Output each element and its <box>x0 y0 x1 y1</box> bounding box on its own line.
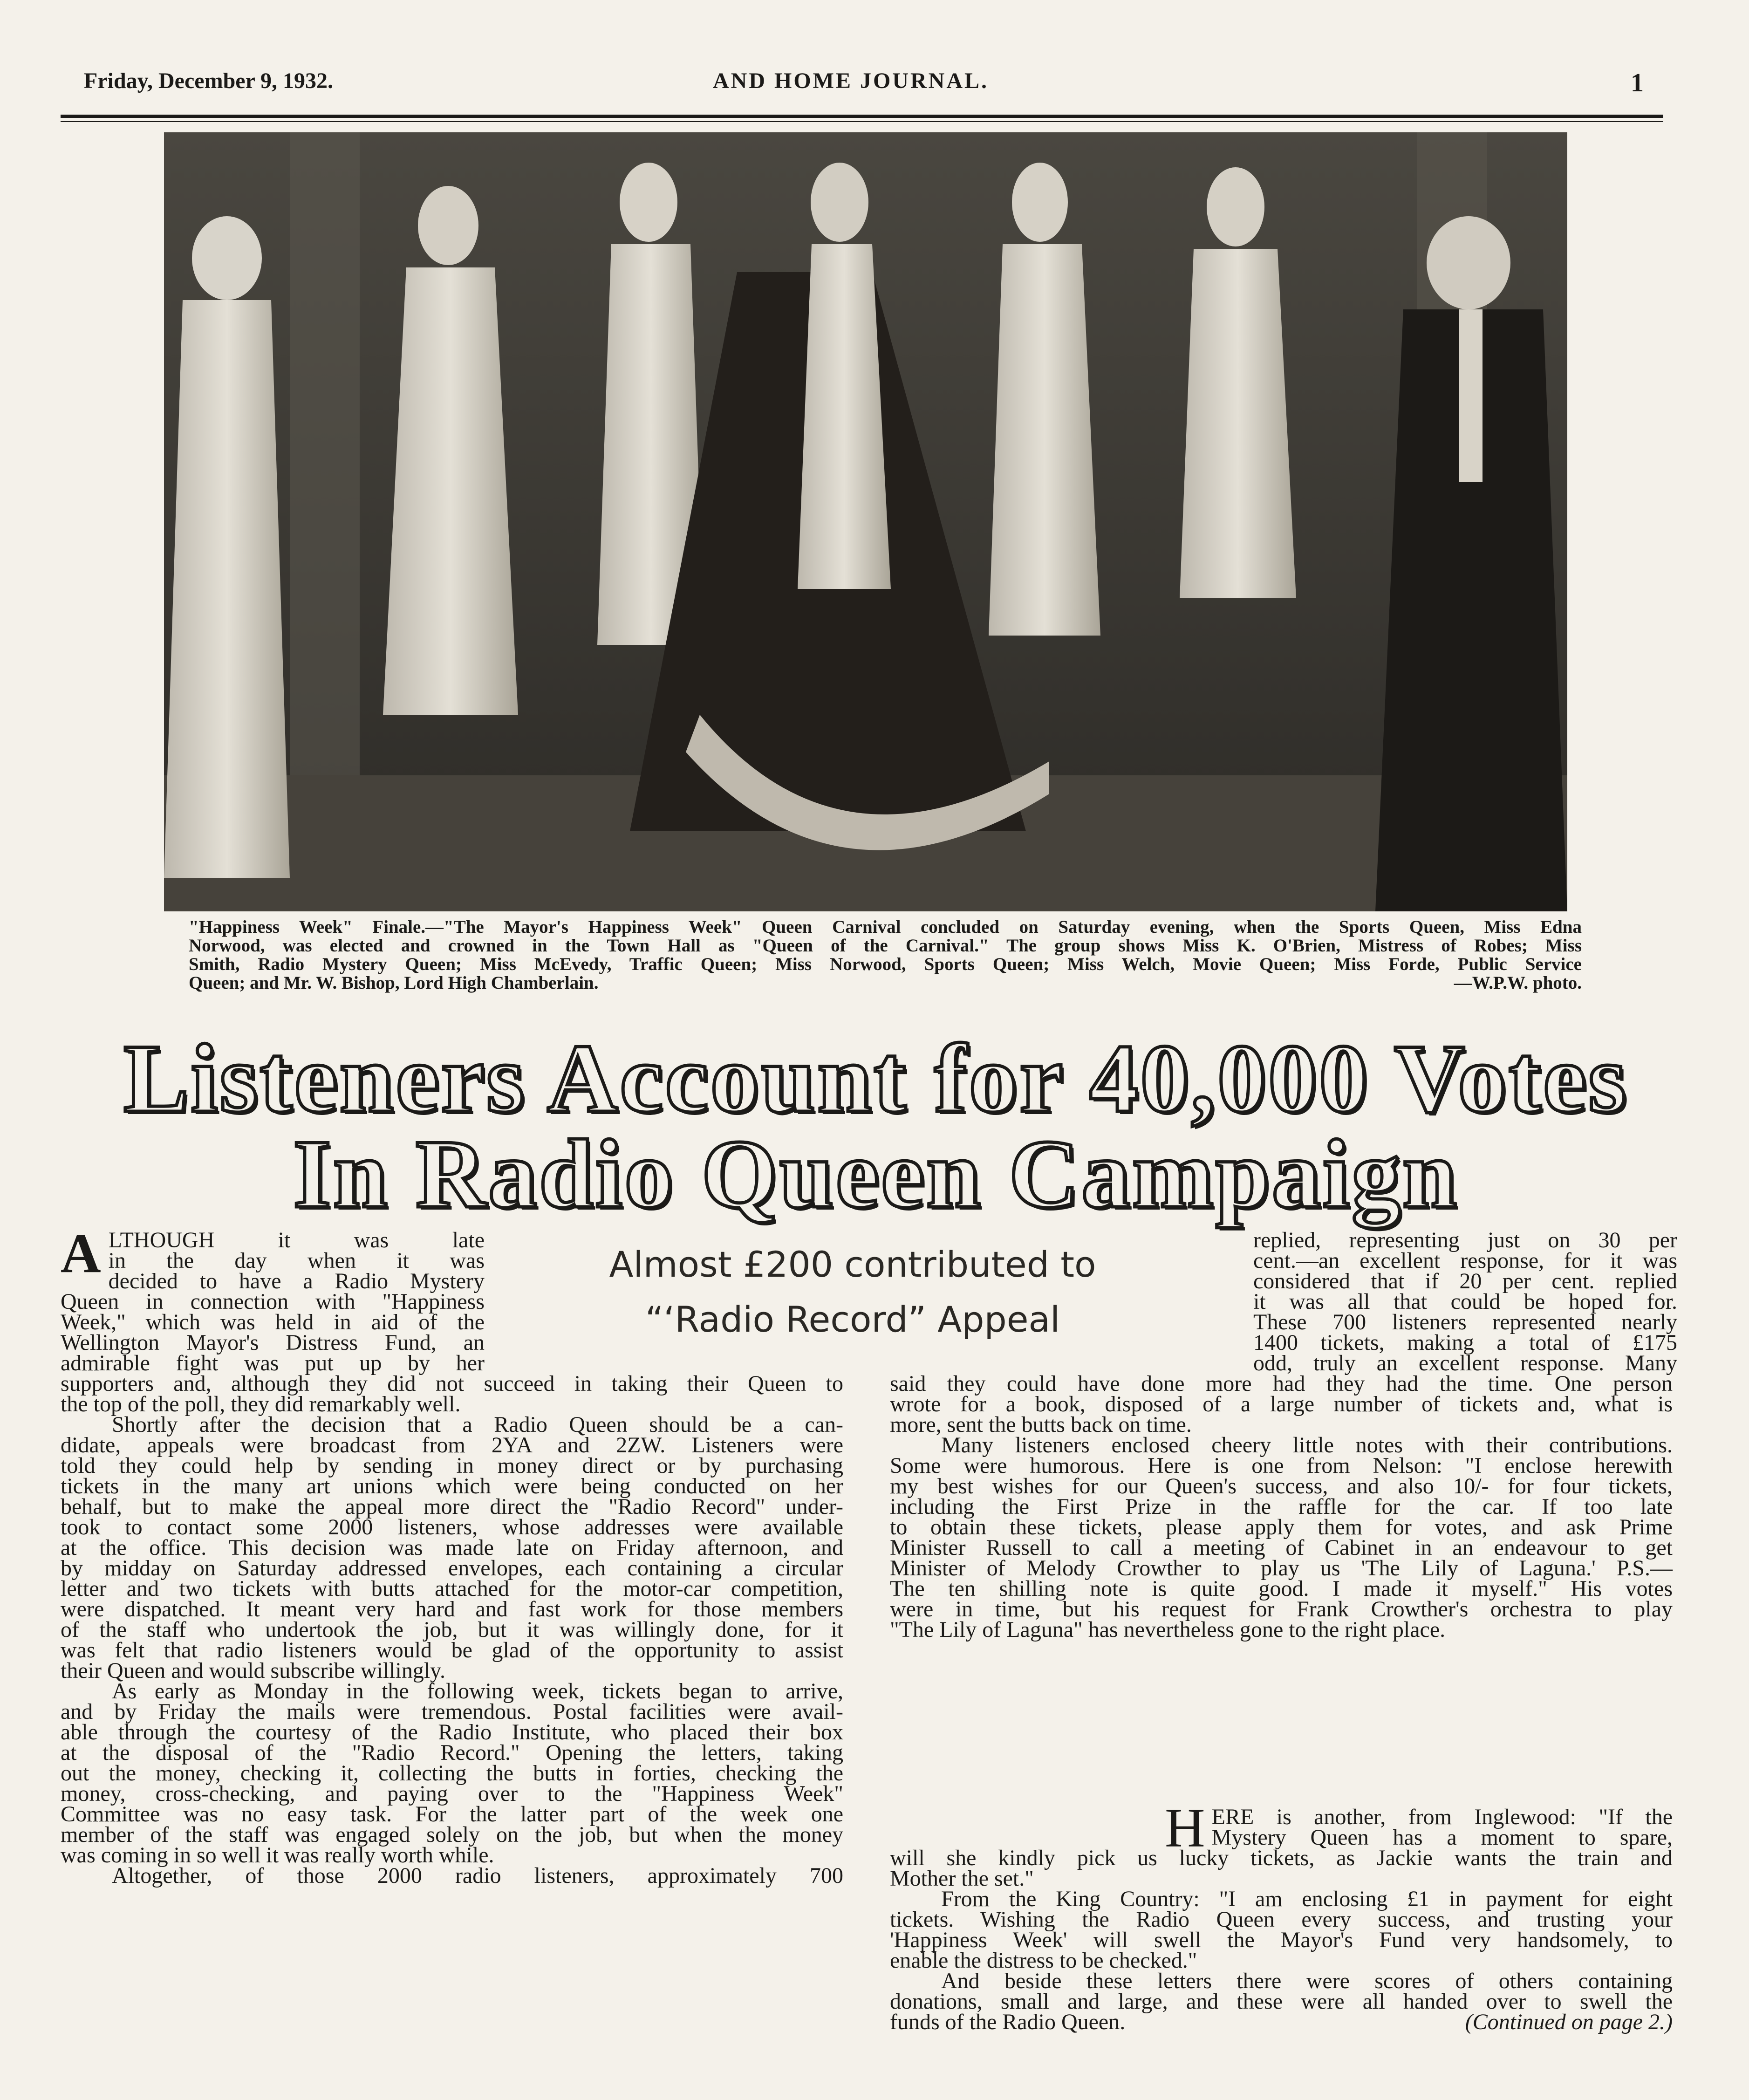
article-inglewood-intro <box>1165 1797 1673 1859</box>
text-line: 'Happiness Week' will swell the Mayor's Fund very handsomely, to <box>890 1928 1673 1952</box>
masthead-rule-thin <box>61 121 1663 122</box>
text-line: ERE is another, from Inglewood: "If the <box>1211 1805 1673 1829</box>
text-line: wrote for a book, disposed of a large number of tickets and, what is <box>890 1392 1673 1416</box>
text-line: 1400 tickets, making a total of £175 <box>1253 1330 1677 1355</box>
text-line: As early as Monday in the following week, tickets began to arrive, <box>112 1679 843 1703</box>
article-intro <box>61 1222 485 1375</box>
headline-line-1: Listeners Account for 40,000 Votes <box>123 1025 1628 1133</box>
text-line-last <box>890 2012 1673 2032</box>
article-col1-body <box>61 1371 843 1888</box>
text-line: Mother the set." <box>890 1866 1034 1891</box>
text-line: Mystery Queen has a moment to spare, <box>1211 1825 1673 1850</box>
text-fragment: funds of the Radio Queen. <box>890 2010 1126 2034</box>
caption-line: Queen; and Mr. W. Bishop, Lord High Chamberlain. <box>189 973 599 993</box>
subheadline-line-2: “‘Radio Record” Appeal <box>645 1299 1060 1340</box>
subheadline <box>550 1237 1155 1347</box>
text-line: letter and two tickets with butts attached for the motor-car competition, <box>61 1576 843 1601</box>
text-line: These 700 listeners represented nearly <box>1253 1310 1677 1334</box>
text-line: odd, truly an excellent response. Many <box>1253 1351 1677 1375</box>
text-line: Queen in connection with "Happiness <box>61 1289 485 1314</box>
text-line: of the staff who undertook the job, but it was willingly done, for it <box>61 1617 843 1642</box>
text-line: Wellington Mayor's Distress Fund, an <box>61 1330 485 1355</box>
figure-lord-high-chamberlain <box>1375 216 1567 911</box>
text-line: Shortly after the decision that a Radio Queen should be a can- <box>112 1412 843 1437</box>
text-line: Minister Russell to call a meeting of Cabinet in an endeavour to get <box>890 1535 1673 1560</box>
drop-cap-h: H <box>1165 1797 1205 1859</box>
text-line: more, sent the butts back on time. <box>890 1412 1192 1437</box>
text-line: was felt that radio listeners would be glad of the opportunity to assist <box>61 1638 843 1662</box>
text-line: the top of the poll, they did remarkably well. <box>61 1392 461 1416</box>
group-photograph <box>164 132 1567 911</box>
text-line: "The Lily of Laguna" has nevertheless gone to the right place. <box>890 1617 1446 1642</box>
masthead-journal-title: AND HOME JOURNAL. <box>713 68 989 93</box>
text-line: at the office. This decision was made late on Friday afternoon, and <box>61 1535 843 1560</box>
caption-line: Norwood, was elected and crowned in the Town Hall as "Queen of the Carnival." The group shows Miss K. O'Brien, Mistress of Robes; Miss <box>189 936 1582 956</box>
photo-credit: —W.P.W. photo. <box>1454 973 1582 993</box>
headline-line-2: In Radio Queen Campaign <box>293 1120 1459 1228</box>
text-line: didate, appeals were broadcast from 2YA and 2ZW. Listeners were <box>61 1433 843 1457</box>
article-col2-body <box>890 1371 1673 1642</box>
figure-mistress-of-robes <box>164 216 290 878</box>
text-line: The ten shilling note is quite good. I made it myself." His votes <box>890 1576 1673 1601</box>
text-line: member of the staff was engaged solely on the job, but when the money <box>61 1822 843 1847</box>
caption-line: "Happiness Week" Finale.—"The Mayor's Happiness Week" Queen Carnival concluded on Saturday evening, when the Sports Queen, Miss Edna <box>189 917 1582 937</box>
text-line: admirable fight was put up by her <box>61 1351 485 1375</box>
text-line: was coming in so well it was really worth while. <box>61 1843 494 1867</box>
text-line: by midday on Saturday addressed envelopes, each containing a circular <box>61 1556 843 1580</box>
subheadline-line-1: Almost £200 contributed to <box>609 1244 1096 1285</box>
continued-link[interactable]: (Continued on page 2.) <box>1465 2010 1673 2034</box>
article-col2-intro <box>1253 1230 1677 1374</box>
text-line: were in time, but his request for Frank Crowther's orchestra to play <box>890 1597 1673 1621</box>
text-line: and by Friday the mails were tremendous. Postal facilities were avail- <box>61 1699 843 1724</box>
text-line: decided to have a Radio Mystery <box>108 1269 485 1293</box>
text-line: donations, small and large, and these were all handed over to swell the <box>890 1989 1673 2014</box>
text-line: including the First Prize in the raffle for the car. If too late <box>890 1494 1673 1519</box>
text-line: considered that if 20 per cent. replied <box>1253 1269 1677 1293</box>
text-line: at the disposal of the "Radio Record." Opening the letters, taking <box>61 1740 843 1765</box>
text-line: From the King Country: "I am enclosing £1 in payment for eight <box>941 1887 1673 1911</box>
text-line: And beside these letters there were scores of others containing <box>941 1969 1673 1993</box>
text-line: Altogether, of those 2000 radio listeners, approximately 700 <box>112 1863 843 1888</box>
text-line: replied, representing just on 30 per <box>1253 1228 1677 1252</box>
text-line: Week," which was held in aid of the <box>61 1310 485 1334</box>
text-line: my best wishes for our Queen's success, and also 10/- for four tickets, <box>890 1474 1673 1498</box>
text-line: Committee was no easy task. For the latter part of the week one <box>61 1802 843 1826</box>
text-line: tickets in the many art unions which were being conducted on her <box>61 1474 843 1498</box>
text-line: able through the courtesy of the Radio Institute, who placed their box <box>61 1720 843 1744</box>
drop-cap-a: A <box>61 1222 101 1284</box>
masthead-rule <box>61 115 1663 118</box>
text-line: will she kindly pick us lucky tickets, as Jackie wants the train and <box>890 1846 1673 1870</box>
text-line: to obtain these tickets, please apply them for votes, and ask Prime <box>890 1515 1673 1539</box>
text-line: money, cross-checking, and paying over to the "Happiness Week" <box>61 1781 843 1806</box>
text-line: LTHOUGH it was late <box>108 1228 485 1252</box>
text-line: told they could help by sending in money direct or by purchasing <box>61 1453 843 1478</box>
masthead-date: Friday, December 9, 1932. <box>84 68 334 93</box>
text-line: in the day when it was <box>108 1248 485 1273</box>
text-line: took to contact some 2000 listeners, whose addresses were available <box>61 1515 843 1539</box>
text-line: enable the distress to be checked." <box>890 1948 1197 1973</box>
caption-line-last <box>189 974 1582 992</box>
caption-line: Smith, Radio Mystery Queen; Miss McEvedy, Traffic Queen; Miss Norwood, Sports Queen; Miss Welch, Movie Queen; Miss Forde, Public Service <box>189 954 1582 974</box>
text-line: Many listeners enclosed cheery little notes with their contributions. <box>941 1433 1673 1457</box>
text-line: it was all that could be hoped for. <box>1253 1289 1677 1314</box>
text-line: were dispatched. It meant very hard and fast work for those members <box>61 1597 843 1621</box>
text-line: their Queen and would subscribe willingly. <box>61 1658 446 1683</box>
text-line: tickets. Wishing the Radio Queen every success, and trusting your <box>890 1907 1673 1932</box>
text-line: cent.—an excellent response, for it was <box>1253 1248 1677 1273</box>
article-col2-end <box>890 1848 1673 2032</box>
text-line: said they could have done more had they had the time. One person <box>890 1371 1673 1396</box>
text-line: behalf, but to make the appeal more direct the "Radio Record" under- <box>61 1494 843 1519</box>
page-number: 1 <box>1631 68 1644 97</box>
photo-caption <box>189 918 1582 992</box>
text-line: Minister of Melody Crowther to play us 'The Lily of Laguna.' P.S.— <box>890 1556 1673 1580</box>
text-line: supporters and, although they did not succeed in taking their Queen to <box>61 1371 843 1396</box>
text-line: Some were humorous. Here is one from Nelson: "I enclose herewith <box>890 1453 1673 1478</box>
text-line: out the money, checking it, collecting the butts in forties, checking the <box>61 1761 843 1785</box>
